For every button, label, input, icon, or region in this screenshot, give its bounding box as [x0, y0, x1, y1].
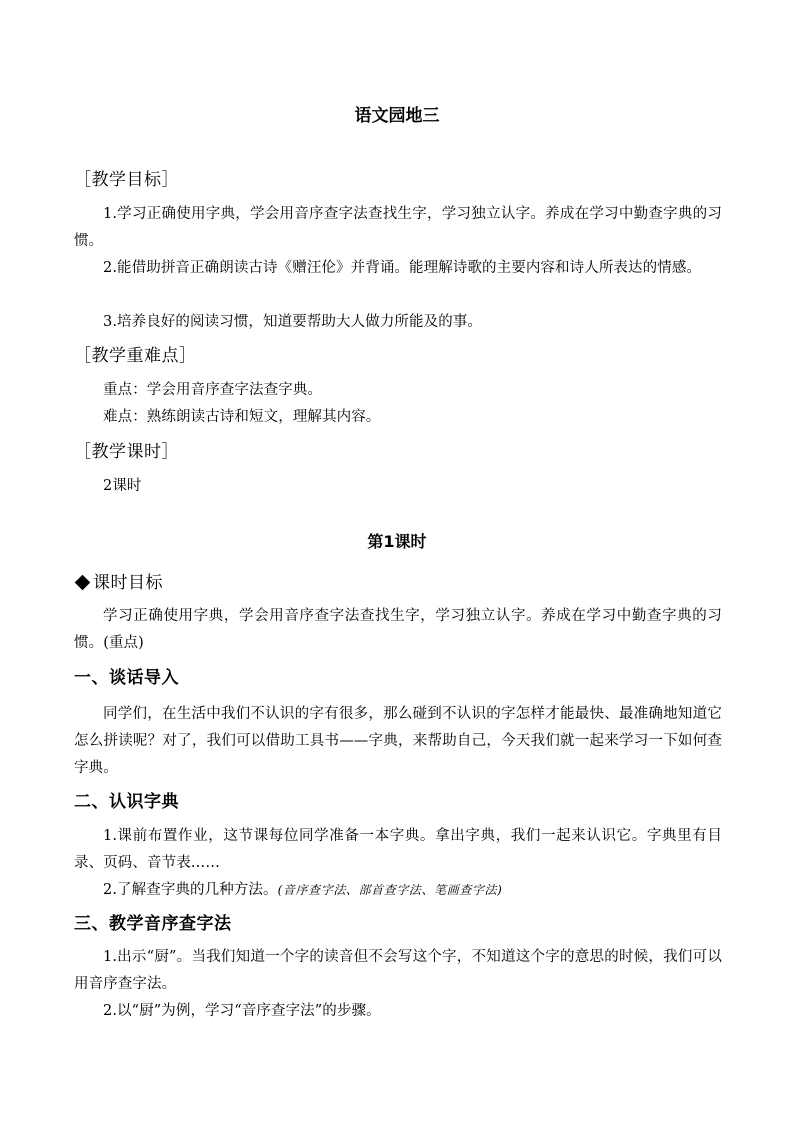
objective-text: 学习正确使用字典，学会用音序查字法查找生字，学习独立认字。养成在学习中勤查字典的习惯。(重点) — [74, 608, 722, 651]
part2-item-1: 1.课前布置作业，这节课每位同学准备一本字典。拿出字典，我们一起来认识它。字典里有目录、页码、音节表…… — [74, 828, 722, 871]
part2-item-2-text: 2.了解查字典的几种方法。 — [103, 882, 278, 898]
key-point-item-2: 难点：熟练朗读古诗和短文，理解其内容。 — [103, 409, 381, 425]
part1-text: 同学们，在生活中我们不认识的字有很多，那么碰到不认识的字怎样才能最快、最准确地知道它怎么拼读呢？对了，我们可以借助工具书——字典，来帮助自己，今天我们就一起来学习一下如何查字典。 — [74, 706, 722, 776]
objective-heading-row — [74, 571, 163, 595]
hours-text: 2课时 — [103, 478, 142, 494]
objective-heading: 课时目标 — [93, 573, 163, 593]
goal-item-2: 2.能借助拼音正确朗读古诗《赠汪伦》并背诵。能理解诗歌的主要内容和诗人所表达的情感。 — [103, 260, 702, 276]
goal-item-3: 3.培养良好的阅读习惯，知道要帮助大人做力所能及的事。 — [103, 314, 483, 330]
document-title: 语文园地三 — [354, 106, 440, 126]
part3-heading: 三、教学音序查字法 — [74, 914, 232, 934]
part1-heading: 一、谈话导入 — [74, 668, 179, 688]
part2-heading: 二、认识字典 — [74, 792, 179, 812]
part3-item-1: 1.出示“厨”。当我们知道一个字的读音但不会写这个字，不知道这个字的意思的时候，我们可以用音序查字法。 — [74, 949, 722, 992]
key-point-item-1: 重点：学会用音序查字法查字典。 — [103, 382, 322, 398]
part2-item-2 — [74, 877, 722, 904]
key-points-heading: ［教学重难点］ — [74, 346, 197, 366]
diamond-bullet-icon — [75, 575, 91, 591]
lesson-title: 第1课时 — [367, 532, 427, 551]
part2-item-2-note: (音序查字法、部首查字法、笔画查字法) — [277, 883, 503, 897]
goals-heading: ［教学目标］ — [74, 170, 179, 190]
part3-item-2: 2.以“厨”为例，学习“音序查字法”的步骤。 — [103, 1003, 381, 1019]
goal-item-1: 1.学习正确使用字典，学会用音序查字法查找生字，学习独立认字。养成在学习中勤查字典的习惯。 — [74, 206, 722, 249]
hours-heading: ［教学课时］ — [74, 442, 179, 462]
